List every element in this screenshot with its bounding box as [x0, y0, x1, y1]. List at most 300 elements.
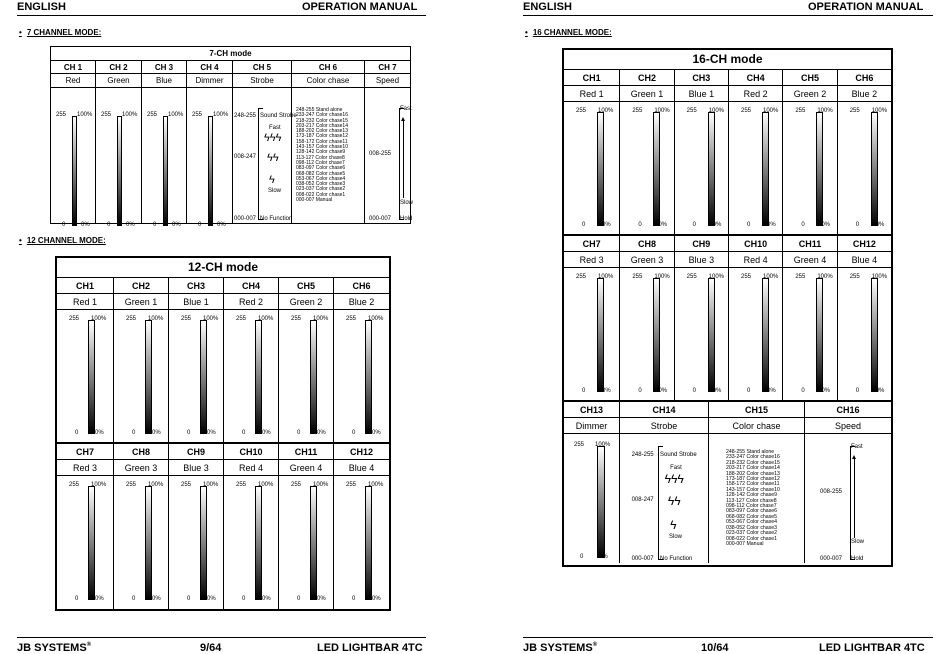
dmx-min-label: 0 [297, 430, 301, 436]
strobe-range-label: 248-255 [631, 451, 654, 458]
percent-min-label: 0% [602, 222, 611, 228]
channel-column [292, 61, 365, 224]
dmx-max-label: 255 [147, 112, 158, 118]
dmx-max-label: 255 [741, 274, 752, 280]
section-heading-16ch: • 16 CHANNEL MODE: [525, 28, 612, 37]
section-heading-12ch: • 12 CHANNEL MODE: [19, 236, 106, 245]
gradient-bar [762, 112, 769, 226]
dmx-min-label: 0 [855, 388, 860, 394]
gradient-bar [816, 112, 823, 226]
channel-number: CH3 [675, 70, 728, 86]
table-7ch [50, 46, 414, 228]
percent-max-label: 100% [213, 112, 229, 118]
product-name: LED LIGHTBAR 4TC [819, 642, 925, 654]
channel-graph [334, 476, 389, 609]
channel-column [783, 236, 837, 400]
channel-column [564, 402, 620, 563]
channel-number: CH12 [838, 236, 891, 252]
dmx-min-label: 0 [187, 596, 191, 602]
percent-min-label: 0% [317, 596, 326, 602]
channel-graph [114, 476, 168, 609]
channel-number: CH1 [564, 70, 619, 86]
dmx-min-label: 0 [580, 554, 584, 560]
channel-function: Blue 3 [675, 252, 728, 268]
gradient-bar [816, 278, 823, 392]
channel-function: Speed [805, 418, 891, 434]
channel-number: CH 1 [51, 61, 95, 74]
channel-column [620, 70, 674, 234]
channel-function: Color chase [709, 418, 804, 434]
percent-min-label: 0% [712, 388, 722, 394]
channel-graph [169, 310, 223, 442]
color-chase-item: 188-202 Color chase13 [296, 128, 348, 135]
gradient-bar [597, 446, 605, 558]
channel-number: CH6 [838, 70, 891, 86]
percent-max-label: 100% [203, 482, 219, 488]
channel-function: Blue 1 [169, 294, 223, 310]
channel-function: Red 4 [729, 252, 782, 268]
speed-range-label: 000-007 [369, 216, 392, 222]
channel-number: CH15 [709, 402, 804, 418]
channel-column [838, 70, 891, 234]
channel-number: CH9 [169, 444, 223, 460]
percent-min-label: 0% [372, 430, 381, 436]
strobe-range-label: 000-007 [631, 556, 654, 562]
channel-function: Blue 2 [334, 294, 389, 310]
gradient-bar [597, 112, 604, 226]
strobe-range-text: Sound Strobe [260, 113, 297, 119]
manual-title: OPERATION MANUAL [808, 1, 924, 13]
gradient-bar [597, 278, 604, 392]
percent-min-label: 0% [821, 222, 831, 228]
channel-column [169, 278, 224, 442]
dmx-min-label: 0 [801, 222, 805, 228]
hold-label: Hold [851, 556, 864, 562]
dmx-min-label: 0 [75, 430, 79, 436]
channel-function: Blue 3 [169, 460, 223, 476]
channel-number: CH7 [564, 236, 619, 252]
channel-number: CH1 [57, 278, 113, 294]
gradient-bar [653, 112, 660, 226]
channel-column [142, 61, 187, 228]
color-chase-item: 008-022 Color chase1 [296, 191, 346, 198]
channel-column [564, 236, 620, 400]
dmx-min-label: 0 [132, 430, 136, 436]
channel-number: CH 6 [292, 61, 364, 74]
strobe-range-label: 008-247 [631, 496, 654, 503]
channel-graph [729, 102, 782, 234]
gradient-bar [871, 112, 878, 226]
channel-function: Blue 4 [838, 252, 891, 268]
percent-max-label: 100% [654, 108, 670, 114]
channel-column [224, 444, 279, 609]
dmx-max-label: 255 [56, 112, 67, 118]
channel-graph [620, 102, 673, 234]
color-chase-item: 203-217 Color chase14 [296, 122, 348, 129]
percent-max-label: 100% [168, 112, 184, 118]
color-chase-item: 233-247 Color chase16 [296, 112, 348, 119]
channel-graph [169, 476, 223, 609]
percent-min-label: 0% [262, 430, 271, 436]
channel-function: Dimmer [564, 418, 619, 434]
color-chase-item: 113-127 Color chase8 [296, 154, 345, 161]
channel-column [96, 61, 142, 228]
dmx-min-label: 0 [801, 388, 805, 394]
gradient-bar [88, 486, 95, 600]
lightning-fast-icon: ϟϟϟ [664, 471, 684, 486]
dmx-min-label: 0 [242, 430, 246, 436]
percent-min-label: 0% [767, 388, 776, 394]
header-rule [523, 15, 933, 16]
channel-column [57, 278, 114, 442]
dmx-min-label: 0 [153, 222, 157, 228]
table-title: 12-CH mode [57, 258, 389, 278]
percent-min-label: 0% [821, 388, 831, 394]
dmx-min-label: 0 [582, 222, 586, 228]
channel-graph [279, 310, 333, 442]
channel-column [57, 444, 114, 609]
channel-number: CH8 [114, 444, 168, 460]
channel-number: CH16 [805, 402, 891, 418]
color-chase-item: 083-097 Color chase6 [296, 165, 346, 172]
channel-function: Red 4 [224, 460, 278, 476]
gradient-bar [365, 486, 372, 600]
channel-graph [224, 310, 278, 442]
gradient-bar [708, 112, 715, 226]
channel-number: CH4 [729, 70, 782, 86]
channel-number: CH14 [620, 402, 708, 418]
channel-number: CH7 [57, 444, 113, 460]
percent-max-label: 100% [654, 274, 670, 280]
speed-range-label: 008-255 [369, 150, 392, 157]
channel-function: Speed [365, 74, 410, 88]
gradient-bar [88, 320, 95, 434]
color-chase-item: 098-112 Color chase7 [296, 159, 345, 166]
percent-max-label: 100% [763, 108, 779, 114]
channel-function: Color chase [292, 74, 364, 88]
dmx-min-label: 0 [132, 596, 136, 602]
percent-max-label: 100% [203, 316, 219, 322]
gradient-bar [163, 116, 168, 226]
channel-number: CH13 [564, 402, 619, 418]
dmx-max-label: 255 [686, 108, 697, 114]
speed-arrow-icon [403, 120, 404, 198]
percent-min-label: 0% [602, 388, 611, 394]
dmx-max-label: 255 [236, 316, 247, 322]
slow-label: Slow [851, 539, 865, 546]
gradient-bar [871, 278, 878, 392]
dmx-max-label: 255 [69, 482, 80, 488]
channel-function: Strobe [233, 74, 291, 88]
dmx-min-label: 0 [692, 388, 696, 394]
dmx-min-label: 0 [855, 222, 860, 228]
channel-graph [187, 88, 232, 228]
color-chase-item: 023-037 Color chase2 [726, 530, 778, 537]
color-chase-list [726, 450, 780, 547]
gradient-bar [200, 486, 207, 600]
percent-max-label: 100% [91, 482, 107, 488]
gradient-bar [117, 116, 122, 226]
channel-graph [620, 434, 708, 563]
color-chase-item: 248-255 Stand alone [726, 449, 775, 455]
percent-max-label: 100% [763, 274, 779, 280]
color-chase-item: 083-097 Color chase6 [726, 508, 778, 515]
color-chase-item: 008-022 Color chase1 [726, 535, 778, 542]
channel-column [279, 278, 334, 442]
channel-number: CH11 [783, 236, 836, 252]
channel-function: Red 3 [564, 252, 619, 268]
lightning-medium-icon: ϟϟ [667, 493, 681, 508]
channel-number: CH8 [620, 236, 673, 252]
channel-graph [675, 268, 728, 400]
channel-number: CH 5 [233, 61, 291, 74]
channel-column [620, 236, 674, 400]
color-chase-item: 218-232 Color chase15 [296, 117, 348, 124]
channel-number: CH5 [783, 70, 836, 86]
percent-min-label: 0% [95, 430, 104, 436]
slow-label: Slow [669, 534, 683, 540]
dmx-min-label: 0 [638, 388, 642, 394]
gradient-bar [145, 320, 152, 434]
gradient-bar [255, 486, 262, 600]
channel-column [334, 278, 389, 442]
channel-graph [709, 434, 804, 563]
dmx-min-label: 0 [747, 388, 751, 394]
channel-column [51, 61, 96, 228]
strobe-range-label: 008-247 [234, 154, 257, 160]
percent-min-label: 0% [712, 222, 722, 228]
channel-graph [224, 476, 278, 609]
gradient-bar [310, 486, 317, 600]
dmx-max-label: 255 [126, 482, 137, 488]
table-16ch [562, 48, 893, 567]
channel-column [783, 70, 837, 234]
channel-function: Blue [142, 74, 186, 88]
dmx-min-label: 0 [638, 222, 642, 228]
percent-max-label: 100% [77, 112, 93, 118]
dmx-max-label: 255 [576, 274, 587, 280]
gradient-bar [762, 278, 769, 392]
gradient-bar [72, 116, 77, 226]
channel-number: CH12 [334, 444, 389, 460]
channel-function: Green 2 [279, 294, 333, 310]
dmx-max-label: 255 [849, 108, 860, 114]
dmx-max-label: 255 [686, 274, 697, 280]
color-chase-list [296, 108, 348, 203]
color-chase-item: 053-067 Color chase4 [726, 519, 778, 526]
dmx-min-label: 0 [297, 596, 301, 602]
channel-column [564, 70, 620, 234]
channel-graph [292, 88, 364, 224]
lightning-slow-icon: ϟ [670, 517, 677, 532]
percent-min-label: 0% [207, 430, 216, 436]
fast-label: Fast [670, 464, 682, 471]
channel-number: CH3 [169, 278, 223, 294]
dmx-max-label: 255 [101, 112, 112, 118]
percent-min-label: 0% [875, 222, 885, 228]
channel-column [729, 236, 783, 400]
dmx-min-label: 0 [198, 222, 202, 228]
channel-number: CH 4 [187, 61, 232, 74]
channel-graph [564, 102, 619, 234]
channel-graph [51, 88, 95, 228]
color-chase-item: 248-255 Stand alone [296, 107, 343, 113]
strobe-range-bracket [258, 108, 259, 220]
color-chase-item: 173-187 Color chase12 [296, 133, 348, 140]
color-chase-item: 218-232 Color chase15 [726, 459, 780, 466]
speed-arrow-icon [854, 458, 855, 538]
dmx-max-label: 255 [795, 108, 806, 114]
speed-range-label: 008-255 [820, 489, 843, 496]
color-chase-item: 128-142 Color chase9 [726, 492, 778, 499]
dmx-max-label: 255 [192, 112, 203, 118]
channel-column [187, 61, 233, 228]
channel-graph [142, 88, 186, 228]
dmx-max-label: 255 [795, 274, 806, 280]
channel-number: CH2 [620, 70, 673, 86]
channel-number: CH 7 [365, 61, 410, 74]
dmx-max-label: 255 [576, 108, 587, 114]
dmx-min-label: 0 [692, 222, 696, 228]
percent-max-label: 100% [817, 274, 833, 280]
slow-label: Slow [400, 199, 414, 206]
fast-label: Fast [851, 444, 863, 450]
dmx-max-label: 255 [849, 274, 860, 280]
percent-max-label: 100% [313, 316, 329, 322]
channel-number: CH11 [279, 444, 333, 460]
product-name: LED LIGHTBAR 4TC [317, 642, 423, 654]
channel-function: Green 3 [620, 252, 673, 268]
color-chase-item: 143-157 Color chase10 [726, 486, 780, 493]
percent-min-label: 0% [372, 596, 381, 602]
percent-max-label: 100% [708, 108, 725, 114]
speed-range-label: 000-007 [820, 556, 843, 562]
percent-min-label: 0% [767, 222, 776, 228]
color-chase-item: 000-007 Manual [296, 197, 333, 204]
channel-number: CH 2 [96, 61, 141, 74]
strobe-range-text: Sound Strobe [660, 451, 697, 458]
slow-label: Slow [268, 188, 282, 194]
color-chase-item: 053-067 Color chase4 [296, 175, 346, 182]
percent-min-label: 0% [599, 554, 608, 560]
channel-column [805, 402, 891, 563]
dmx-max-label: 255 [346, 482, 357, 488]
percent-max-label: 100% [598, 274, 614, 280]
dmx-max-label: 255 [291, 482, 302, 488]
dmx-max-label: 255 [574, 442, 585, 448]
dmx-max-label: 255 [741, 108, 752, 114]
brand-footer: JB SYSTEMS® [523, 642, 598, 654]
channel-function: Dimmer [187, 74, 232, 88]
percent-max-label: 100% [368, 316, 384, 322]
dmx-min-label: 0 [582, 388, 586, 394]
footer-rule [523, 637, 933, 638]
strobe-range-label: 248-255 [234, 113, 257, 119]
page-number: 10/64 [701, 642, 729, 654]
channel-function: Green 3 [114, 460, 168, 476]
dmx-max-label: 255 [126, 316, 137, 322]
channel-graph [334, 310, 389, 442]
channel-graph [57, 310, 113, 442]
channel-graph [365, 88, 414, 224]
channel-function: Strobe [620, 418, 708, 434]
lightning-fast-icon: ϟϟϟ [264, 132, 282, 144]
percent-max-label: 100% [148, 482, 164, 488]
dmx-max-label: 255 [346, 316, 357, 322]
dmx-min-label: 0 [187, 430, 191, 436]
table-12ch [55, 256, 391, 611]
color-chase-item: 023-037 Color chase2 [296, 186, 346, 193]
channel-number: CH9 [675, 236, 728, 252]
channel-graph [564, 434, 619, 563]
percent-max-label: 100% [258, 482, 274, 488]
color-chase-item: 068-082 Color chase5 [296, 170, 346, 177]
channel-column [224, 278, 279, 442]
lightning-medium-icon: ϟϟ [267, 152, 279, 164]
gradient-bar [145, 486, 152, 600]
percent-min-label: 0% [152, 596, 161, 602]
strobe-range-text: No Function [260, 216, 293, 222]
color-chase-item: 233-247 Color chase16 [726, 454, 780, 461]
strobe-range-bracket [658, 446, 659, 560]
channel-column [365, 61, 414, 224]
strobe-range-text: No Function [660, 556, 693, 562]
channel-graph [838, 268, 891, 400]
channel-number: CH4 [224, 278, 278, 294]
channel-function: Red 1 [57, 294, 113, 310]
dmx-min-label: 0 [107, 222, 111, 228]
dmx-max-label: 255 [69, 316, 80, 322]
channel-number: CH10 [224, 444, 278, 460]
percent-min-label: 0% [217, 222, 226, 228]
footer-rule [17, 637, 426, 638]
dmx-min-label: 0 [747, 222, 751, 228]
percent-max-label: 100% [313, 482, 329, 488]
channel-graph [233, 88, 297, 224]
percent-min-label: 0% [95, 596, 104, 602]
dmx-min-label: 0 [62, 222, 66, 228]
channel-function: Green 2 [783, 86, 836, 102]
section-heading-7ch: • 7 CHANNEL MODE: [19, 28, 102, 37]
channel-column [114, 444, 169, 609]
color-chase-item: 203-217 Color chase14 [726, 465, 780, 472]
percent-max-label: 100% [871, 274, 888, 280]
percent-min-label: 0% [207, 596, 216, 602]
strobe-range-label: 000-007 [234, 216, 257, 222]
percent-min-label: 0% [81, 222, 90, 228]
percent-max-label: 100% [598, 108, 614, 114]
channel-column [675, 236, 729, 400]
color-chase-item: 128-142 Color chase9 [296, 149, 346, 156]
channel-function: Red 2 [224, 294, 278, 310]
channel-graph [620, 268, 673, 400]
dmx-max-label: 255 [291, 316, 302, 322]
dmx-max-label: 255 [236, 482, 247, 488]
channel-number: CH6 [334, 278, 389, 294]
channel-graph [729, 268, 782, 400]
gradient-bar [708, 278, 715, 392]
percent-min-label: 0% [317, 430, 326, 436]
channel-function: Red 2 [729, 86, 782, 102]
channel-column [114, 278, 169, 442]
percent-min-label: 0% [658, 222, 667, 228]
percent-min-label: 0% [126, 222, 135, 228]
channel-function: Green 4 [783, 252, 836, 268]
color-chase-item: 038-052 Color chase3 [726, 524, 778, 531]
percent-min-label: 0% [172, 222, 181, 228]
fast-label: Fast [400, 106, 412, 112]
channel-graph [838, 102, 891, 234]
